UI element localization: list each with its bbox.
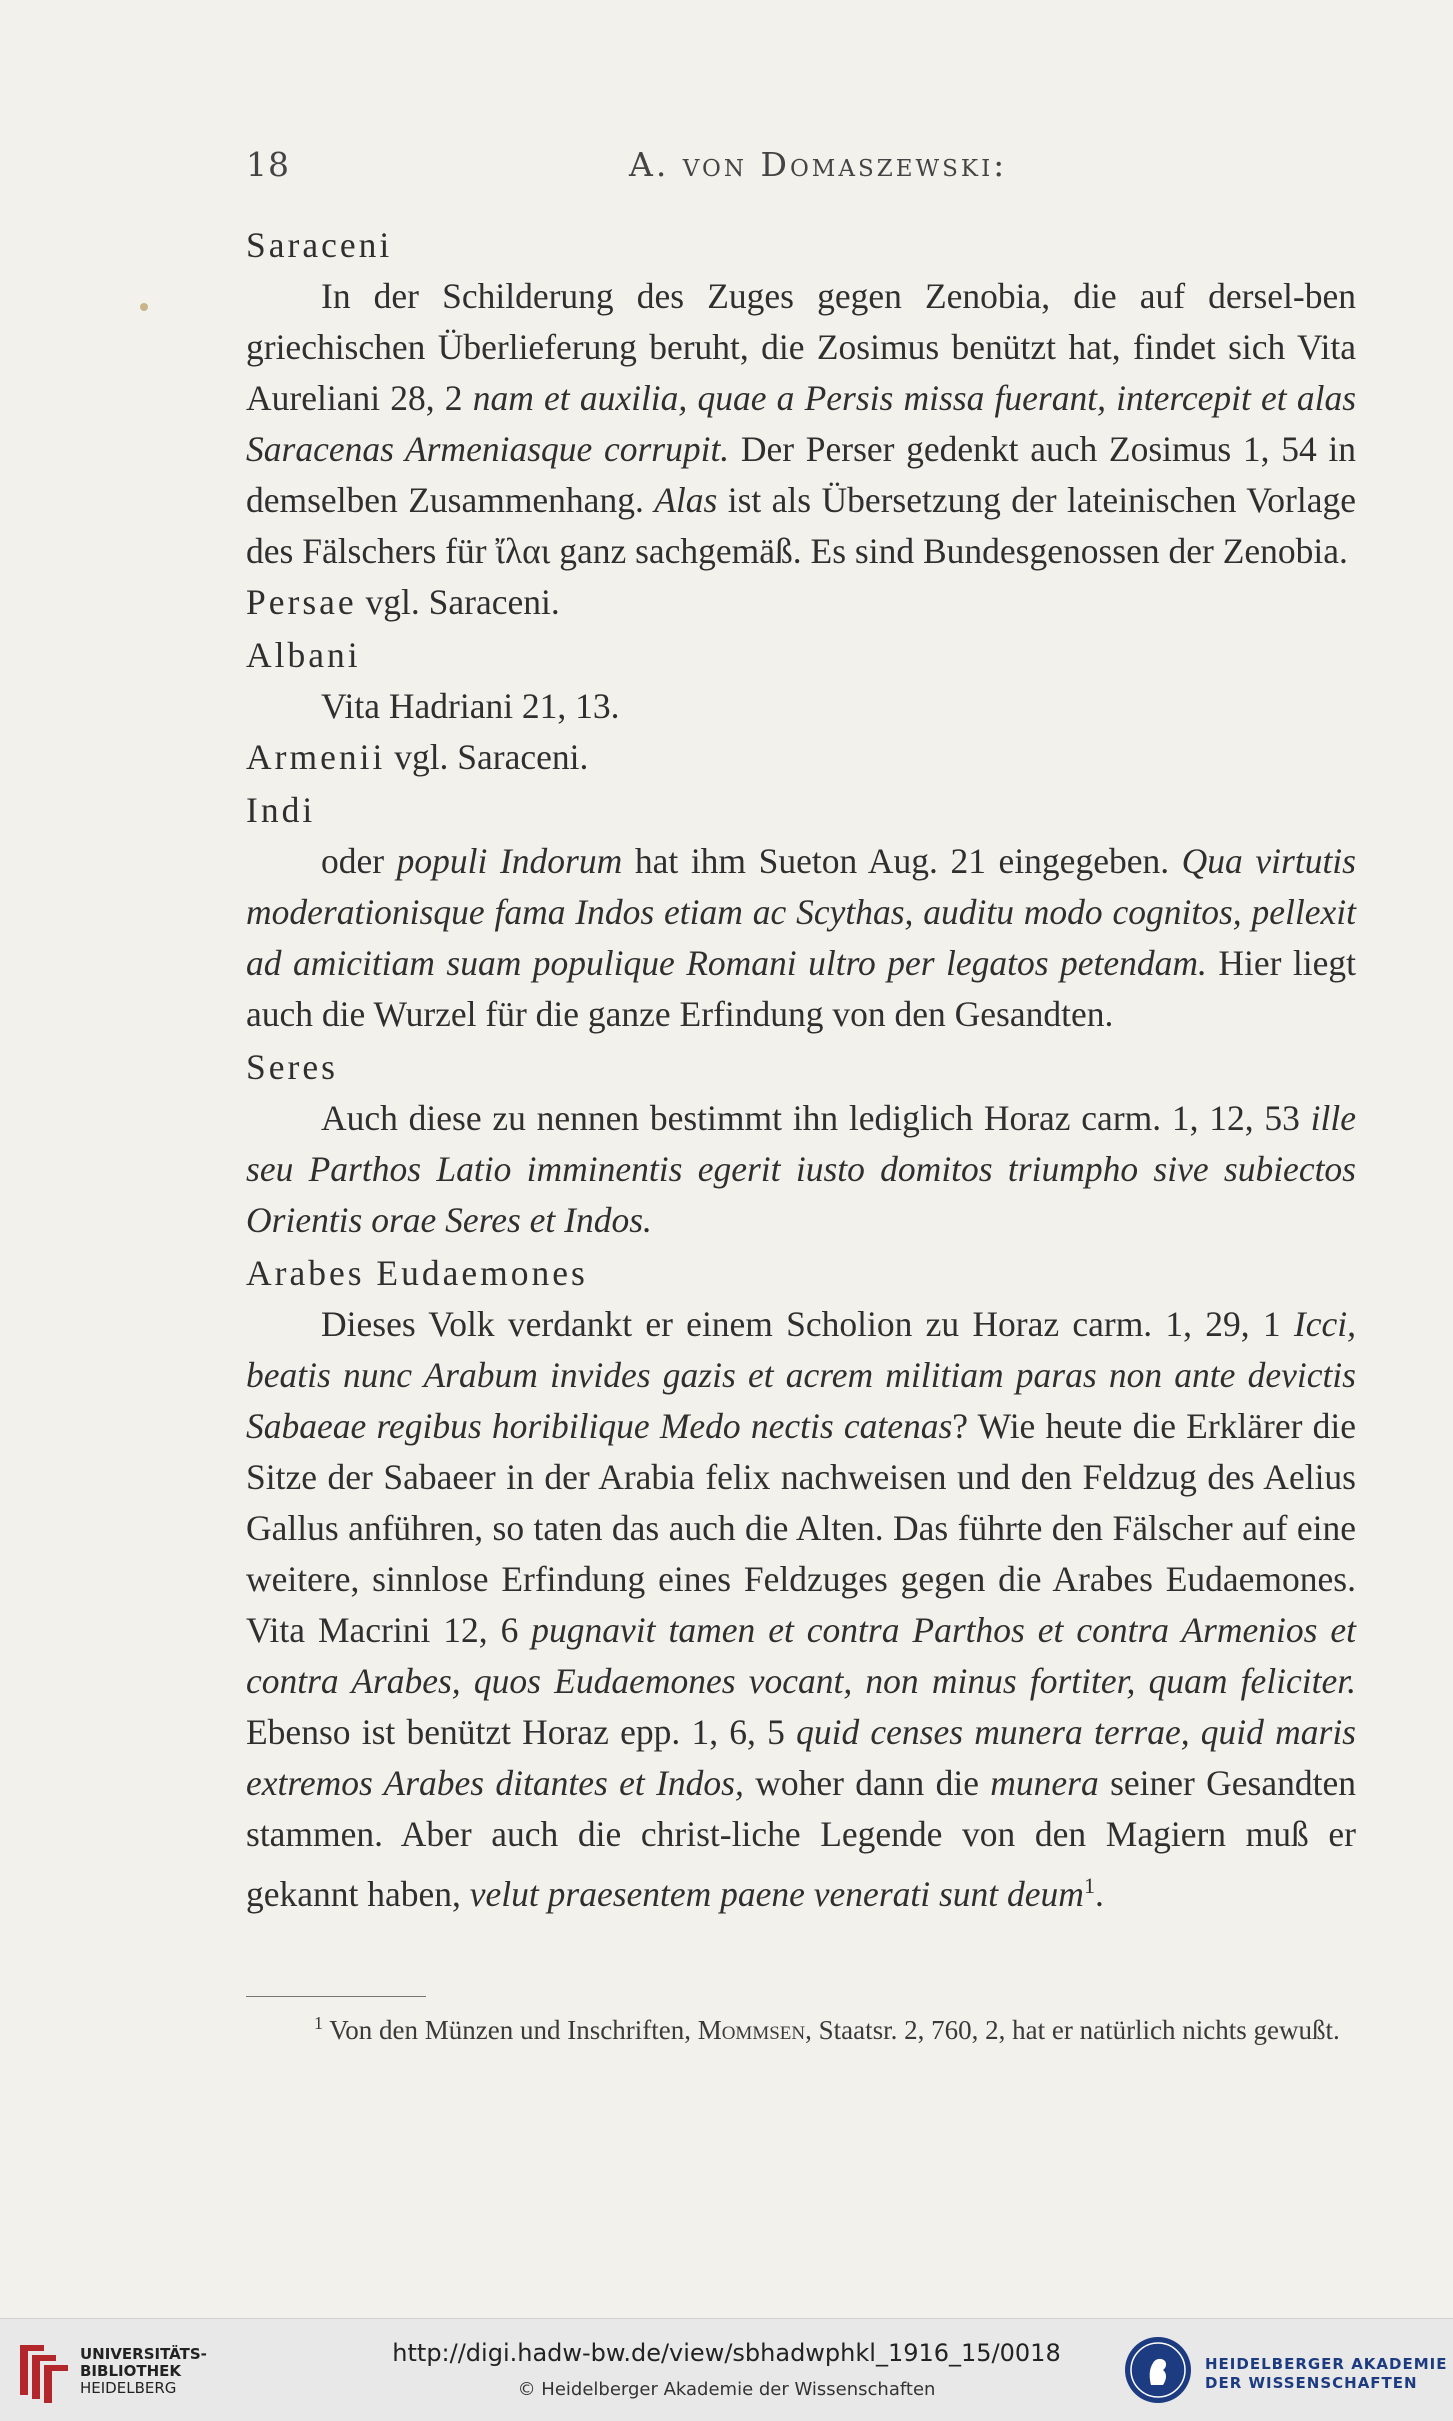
- latin-quote: Icci, beatis nunc Arabum invides gazis et acrem militiam paras non ante devictis Sabaeae regibus horibilique Medo nectis catenas: [246, 1304, 1356, 1446]
- footnote-divider: [246, 1996, 426, 1997]
- entry-title-saraceni: Saraceni: [246, 225, 393, 265]
- margin-spot: [140, 303, 148, 311]
- text-run: Der Perser gedenkt auch Zosimus 1, 54 in demselben Zusammenhang.: [246, 429, 1356, 520]
- entry-persae: [246, 577, 1356, 628]
- entry-title-albani: Albani: [246, 635, 361, 675]
- paragraph-arabes: [246, 1299, 1356, 1920]
- paragraph-indi: [246, 836, 1356, 1040]
- academy-seal-icon[interactable]: [1123, 2335, 1193, 2405]
- latin-quote: quid censes munera terrae, quid maris extremos Arabes ditantes et Indos,: [246, 1712, 1356, 1803]
- latin-quote: Qua virtutis moderationisque fama Indos etiam ac Scythas, auditu modo cognitos, pellexit ad amicitiam suam populique Romani ultro per legatos petendam.: [246, 841, 1356, 983]
- footnote-marker: 1: [314, 2013, 323, 2033]
- text-run: vgl. Saraceni.: [356, 582, 560, 622]
- entry-title-arabes: Arabes Eudaemones: [246, 1253, 588, 1293]
- permalink-url[interactable]: http://digi.hadw-bw.de/view/sbhadwphkl_1916_15/0018: [392, 2339, 1061, 2367]
- author-name: Mommsen: [697, 2015, 806, 2045]
- text-run: Dieses Volk verdankt er einem Scholion zu Horaz carm. 1, 29, 1: [321, 1304, 1294, 1344]
- body-text: [246, 218, 1356, 1920]
- text-run: oder: [321, 841, 397, 881]
- latin-quote: pugnavit tamen et contra Parthos et contra Armenios et contra Arabes, quos Eudaemones vocant, non minus fortiter, quam feliciter.: [246, 1610, 1356, 1701]
- copyright-notice: © Heidelberger Akademie der Wissenschaften: [517, 2379, 936, 2400]
- entry-armenii: [246, 732, 1356, 783]
- running-title: A. von Domaszewski:: [629, 145, 1008, 184]
- text-run: .: [1094, 1873, 1104, 1914]
- text-run: hat ihm Sueton Aug. 21 eingegeben.: [622, 841, 1182, 881]
- page-number: 18: [246, 145, 290, 184]
- viewer-footer: [0, 2318, 1453, 2421]
- text-run: Auch diese zu nennen bestimmt ihn lediglich Horaz carm. 1, 12, 53: [321, 1098, 1311, 1138]
- latin-quote: velut praesentem paene venerati sunt deum: [469, 1873, 1084, 1914]
- academy-name-line: DER WISSENSCHAFTEN: [1205, 2374, 1418, 2392]
- text-run: ist als Übersetzung der lateinischen Vorlage des Fälschers für ἴλαι ganz sachgemäß. Es sind Bundesgenossen der Zenobia.: [246, 480, 1356, 571]
- text-run: woher dann die: [743, 1763, 991, 1803]
- text-run: Hier liegt auch die Wurzel für die ganze Erfindung von den Gesandten.: [246, 943, 1356, 1034]
- text-run: In der Schilderung des Zuges gegen Zenobia, die auf dersel-ben griechischen Überlieferung beruht, die Zosimus benützt hat, findet sich Vita Aureliani 28, 2: [246, 276, 1356, 418]
- entry-title-indi: Indi: [246, 790, 316, 830]
- latin-quote: populi Indorum: [396, 841, 623, 881]
- academy-name-line: HEIDELBERGER AKADEMIE: [1205, 2355, 1448, 2373]
- paragraph-saraceni: [246, 271, 1356, 577]
- text-run: Ebenso ist benützt Horaz epp. 1, 6, 5: [246, 1712, 797, 1752]
- entry-title-armenii: Armenii: [246, 737, 386, 777]
- footnote: [246, 2003, 1356, 2050]
- paragraph-seres: [246, 1093, 1356, 1246]
- text-run: Von den Münzen und Inschriften,: [323, 2015, 698, 2045]
- footnote-reference[interactable]: 1: [1083, 1873, 1095, 1898]
- library-name-line: UNIVERSITÄTS-: [80, 2345, 207, 2363]
- text-run: vgl. Saraceni.: [385, 737, 589, 777]
- library-name-line: BIBLIOTHEK: [80, 2362, 181, 2380]
- text-run: , Staatsr. 2, 760, 2, hat er natürlich nichts gewußt.: [805, 2015, 1340, 2045]
- academy-name: [1205, 2355, 1448, 2393]
- latin-word: Alas: [654, 480, 718, 520]
- entry-title-seres: Seres: [246, 1047, 338, 1087]
- text-run: seiner Gesandten stammen. Aber auch die christ-liche Legende von den Magiern muß er gekannt haben,: [246, 1763, 1357, 1914]
- paragraph-albani: Vita Hadriani 21, 13.: [321, 686, 620, 726]
- latin-quote: nam et auxilia, quae a Persis missa fuerant, intercepit et alas Saracenas Armeniasque corrupit.: [246, 378, 1357, 469]
- latin-word: munera: [990, 1763, 1099, 1803]
- library-name-line: HEIDELBERG: [80, 2379, 177, 2397]
- latin-quote: ille seu Parthos Latio imminentis egerit iusto domitos triumpho sive subiectos Orientis orae Seres et Indos.: [246, 1098, 1356, 1240]
- entry-title-persae: Persae: [246, 582, 357, 622]
- text-run: ? Wie heute die Erklärer die Sitze der Sabaeer in der Arabia felix nachweisen und den Feldzug des Aelius Gallus anführen, so taten das auch die Alten. Das führte den Fälscher auf eine weitere, sinnlose Erfindung eines Feldzuges gegen die Arabes Eudaemones. Vita Macrini 12, 6: [246, 1406, 1357, 1650]
